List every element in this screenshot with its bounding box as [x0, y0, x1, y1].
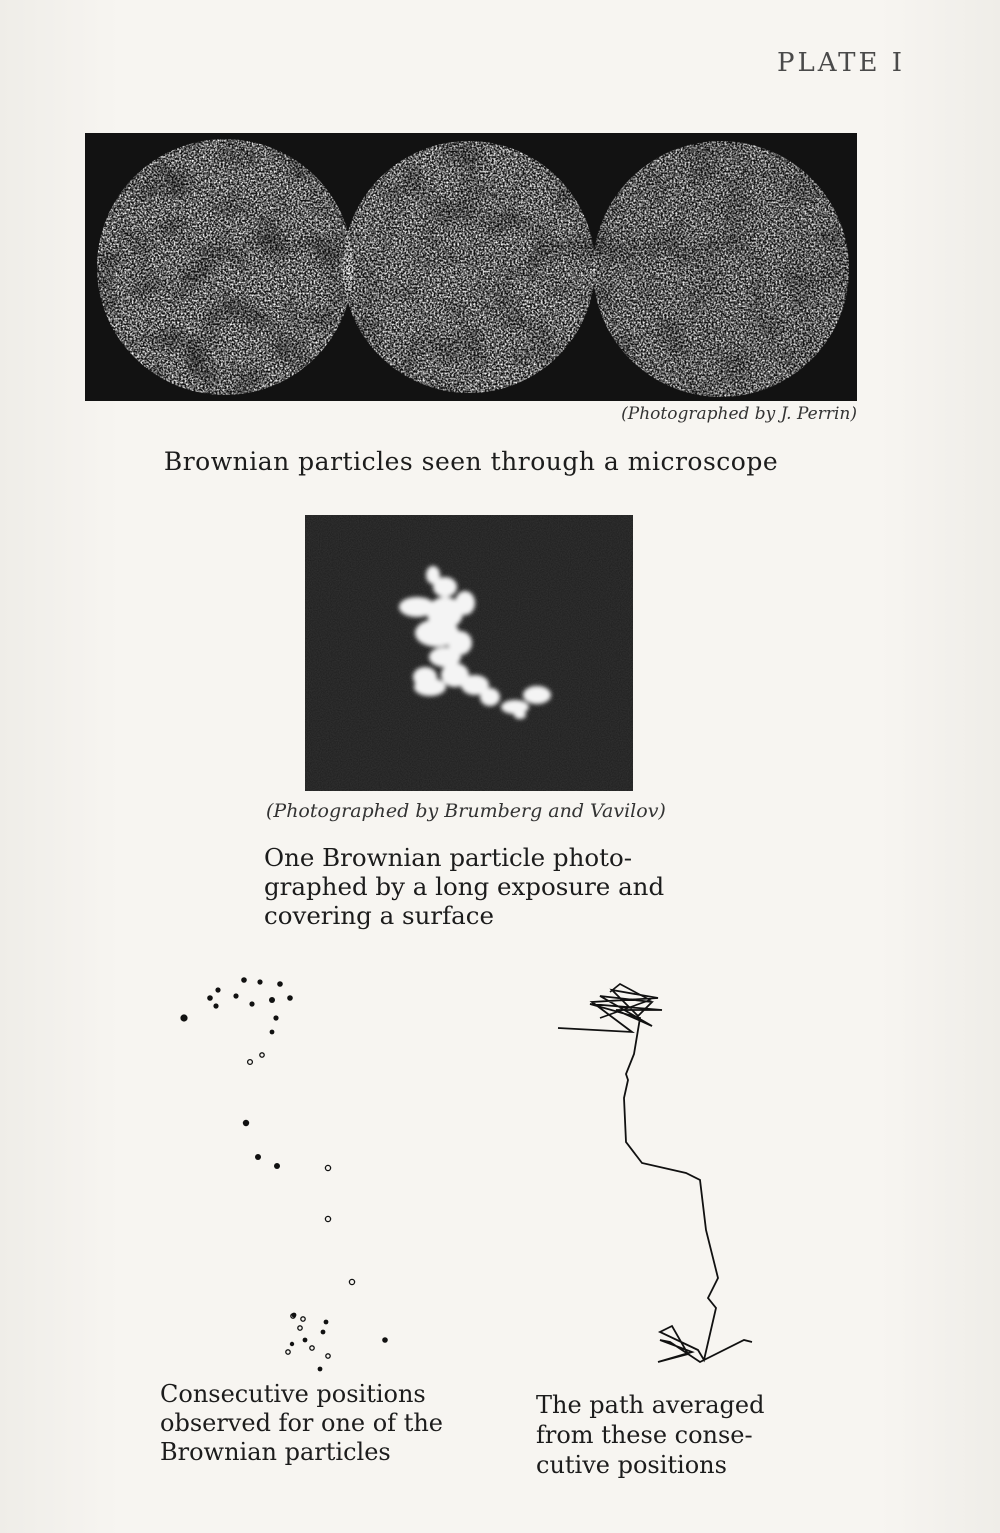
averaged-path-line: [558, 990, 752, 1362]
caption-line: Brownian particles: [160, 1438, 391, 1466]
caption-line: Consecutive positions: [160, 1380, 426, 1408]
position-dots: [180, 977, 387, 1371]
photo-credit-perrin: (Photographed by J. Perrin): [621, 404, 857, 424]
caption-averaged-path: [536, 1390, 796, 1480]
caption-line: cutive positions: [536, 1451, 727, 1479]
long-exposure-photograph: [305, 515, 633, 791]
caption-line: graphed by a long exposure and: [264, 872, 665, 901]
averaged-path-figure: [540, 970, 780, 1380]
microscope-field-left: [97, 139, 353, 395]
caption-line: The path averaged: [536, 1391, 765, 1419]
caption-microscope: Brownian particles seen through a microscope: [163, 447, 779, 476]
caption-line: covering a surface: [264, 901, 494, 930]
caption-line: observed for one of the: [160, 1409, 443, 1437]
microscope-field-right: [593, 141, 849, 397]
position-circles: [248, 1053, 355, 1358]
caption-line: One Brownian particle photo-: [264, 843, 632, 872]
caption-consecutive-positions: [160, 1380, 460, 1467]
consecutive-positions-figure: [160, 960, 420, 1380]
microscope-field-middle: [343, 141, 595, 393]
microscope-photograph: [85, 133, 857, 401]
plate-label: PLATE I: [777, 48, 905, 78]
caption-long-exposure: [264, 843, 694, 930]
caption-line: from these conse-: [536, 1421, 753, 1449]
photo-credit-brumberg-vavilov: (Photographed by Brumberg and Vavilov): [266, 800, 666, 822]
